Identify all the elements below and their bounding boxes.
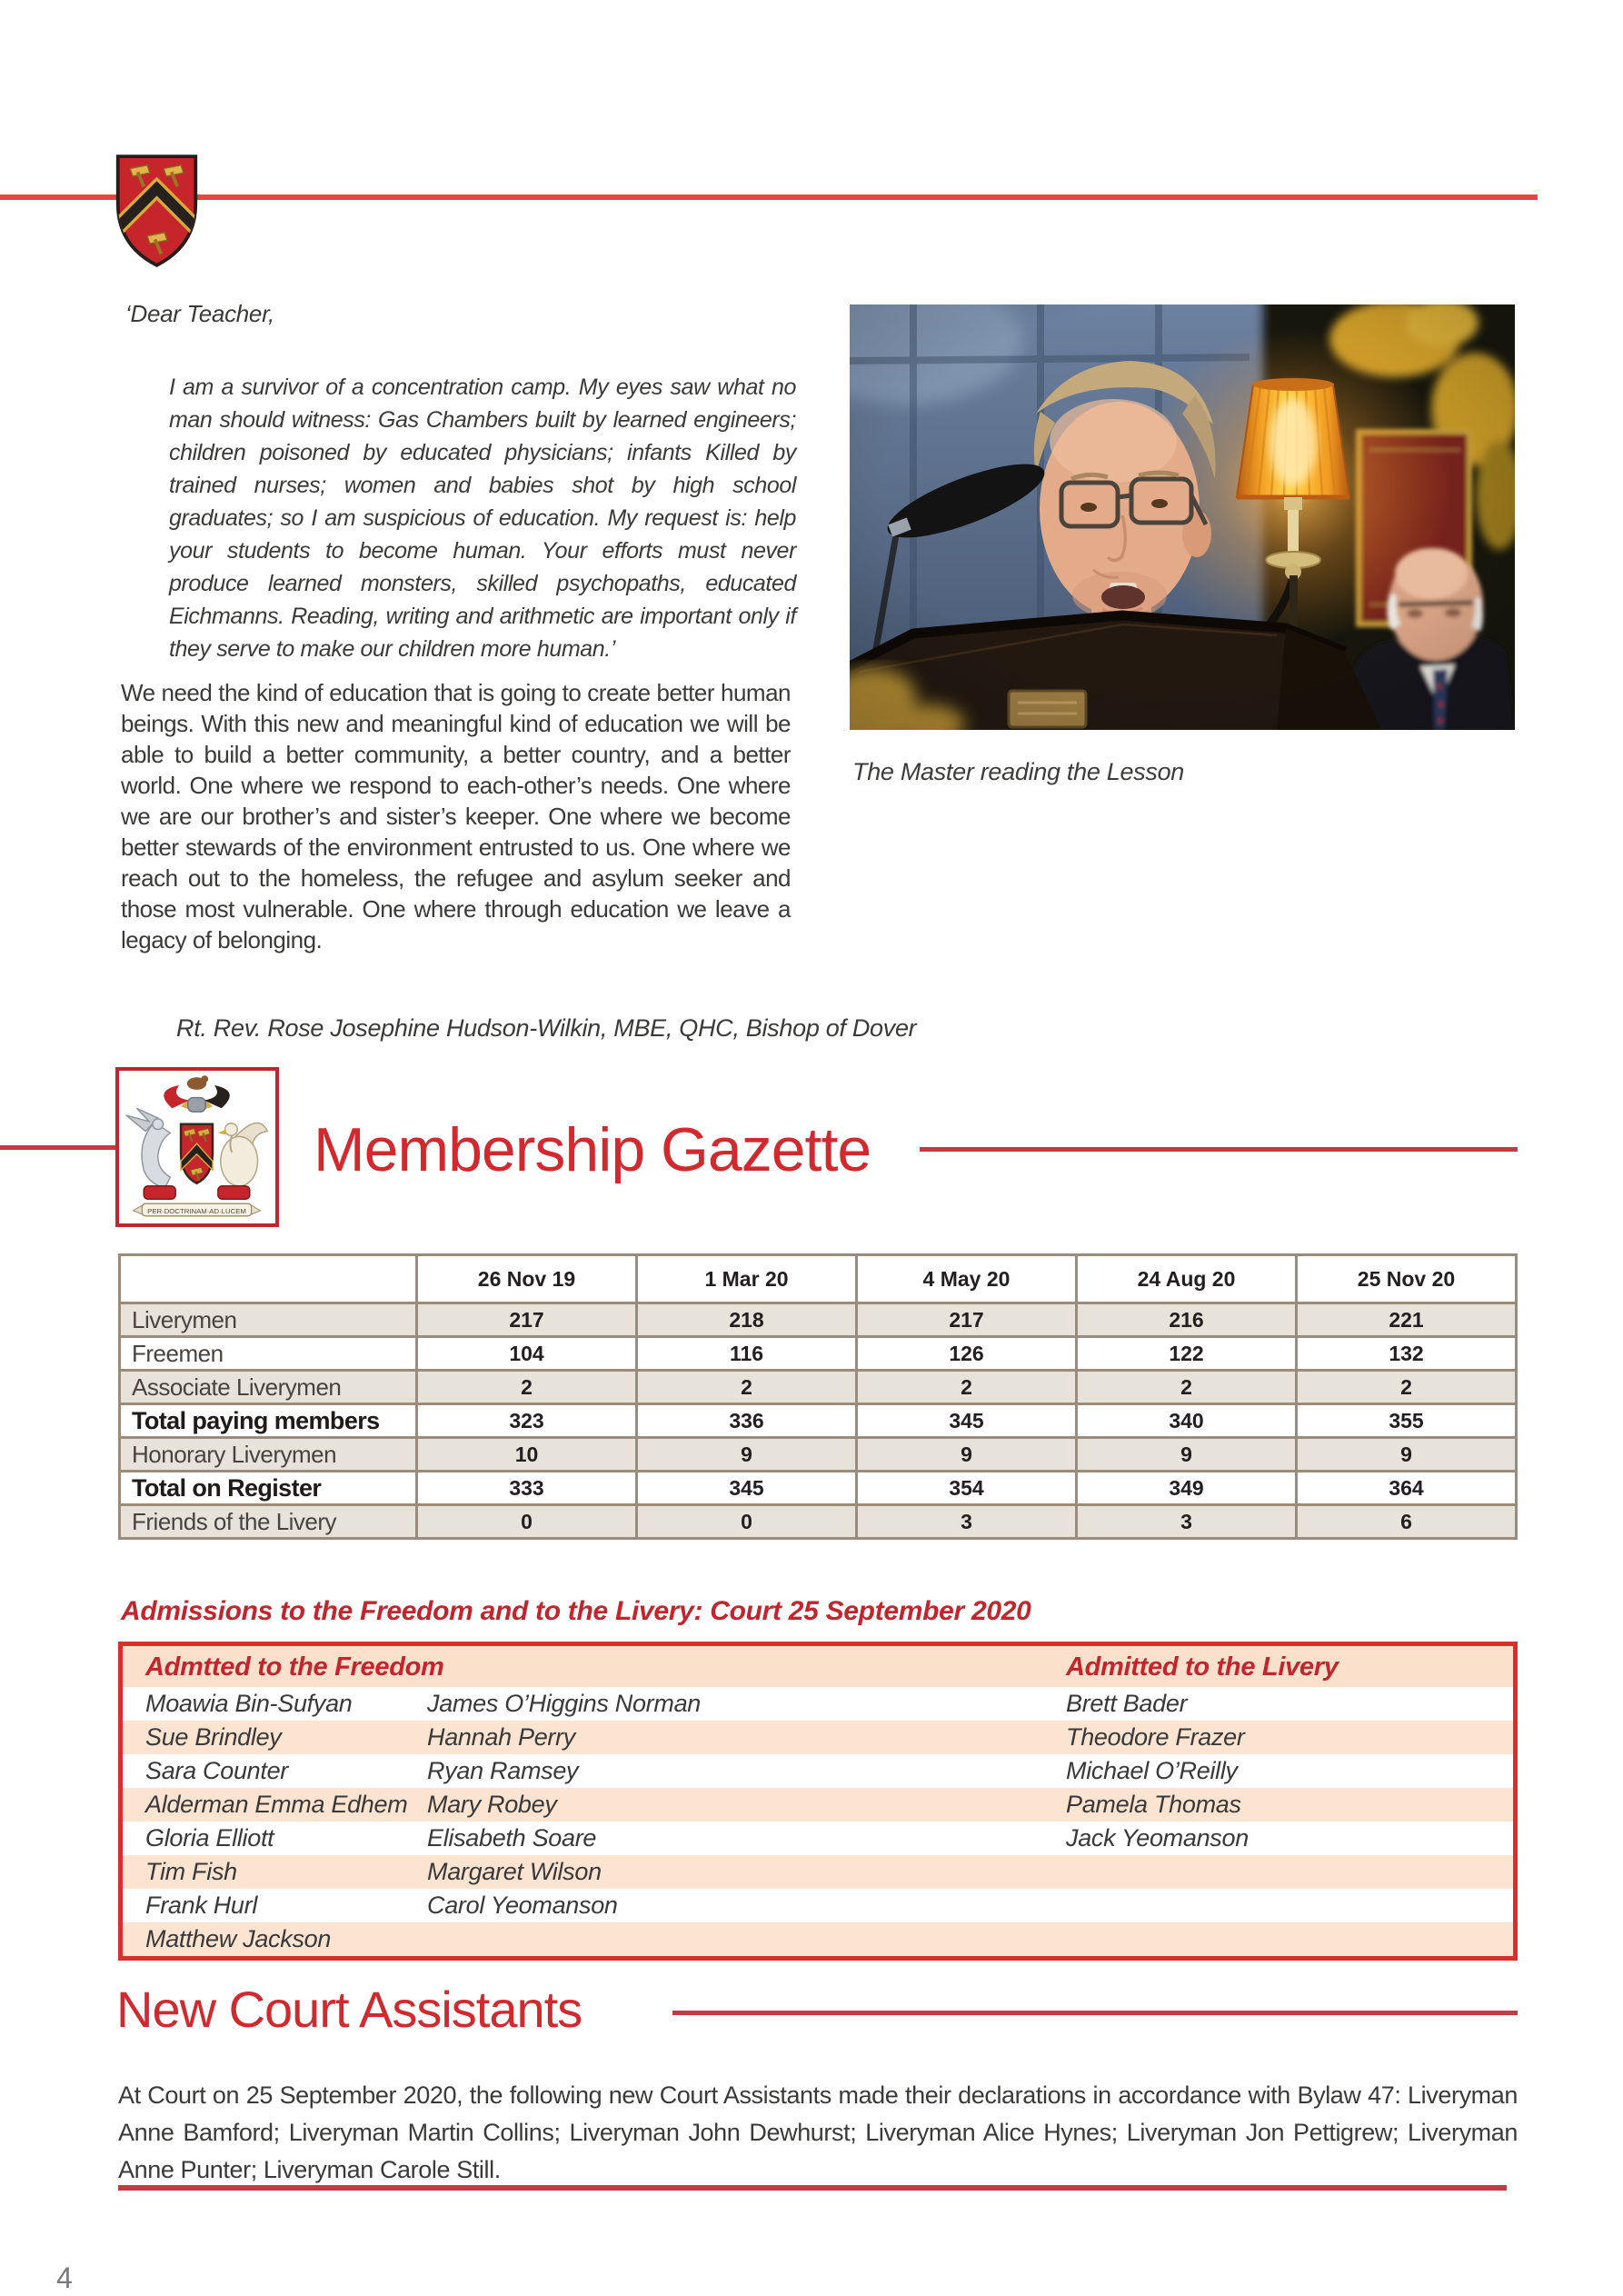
member-count: 323 [417, 1404, 637, 1438]
member-count: 3 [1077, 1505, 1297, 1539]
table-corner-cell [120, 1255, 417, 1303]
member-count: 126 [857, 1337, 1077, 1371]
admissions-box [118, 1642, 1518, 1961]
member-count: 132 [1297, 1337, 1517, 1371]
row-label: Freemen [120, 1337, 417, 1371]
new-court-assistants-heading: New Court Assistants [116, 1981, 582, 2038]
page-number: 4 [56, 2261, 73, 2294]
member-count: 221 [1297, 1303, 1517, 1337]
admitted-name: Carol Yeomanson [427, 1892, 618, 1919]
member-count: 2 [1077, 1371, 1297, 1404]
member-count: 217 [417, 1303, 637, 1337]
admitted-name: Ryan Ramsey [427, 1757, 579, 1784]
admitted-name: Elisabeth Soare [427, 1824, 597, 1852]
photo-caption: The Master reading the Lesson [852, 758, 1185, 785]
row-label: Liverymen [120, 1303, 417, 1337]
letter-salutation: ‘Dear Teacher, [125, 300, 274, 327]
admissions-row [123, 1922, 1513, 1956]
member-count: 354 [857, 1472, 1077, 1505]
row-label: Friends of the Livery [120, 1505, 417, 1539]
admissions-row [123, 1754, 1513, 1788]
freedom-column-header: Admtted to the Freedom [145, 1652, 444, 1682]
gazette-rule-left [0, 1145, 115, 1150]
member-count: 122 [1077, 1337, 1297, 1371]
admitted-name: Moawia Bin-Sufyan [145, 1690, 353, 1717]
table-row [120, 1505, 1517, 1539]
member-count: 0 [637, 1505, 857, 1539]
member-count: 6 [1297, 1505, 1517, 1539]
admissions-row [123, 1889, 1513, 1922]
table-row [120, 1472, 1517, 1505]
member-count: 116 [637, 1337, 857, 1371]
row-label: Total paying members [120, 1404, 417, 1438]
row-label: Associate Liverymen [120, 1371, 417, 1404]
member-count: 355 [1297, 1404, 1517, 1438]
member-count: 345 [637, 1472, 857, 1505]
member-count: 9 [857, 1438, 1077, 1472]
coat-of-arms-icon [119, 1071, 275, 1223]
member-count: 216 [1077, 1303, 1297, 1337]
member-count: 9 [637, 1438, 857, 1472]
admitted-name: Pamela Thomas [1066, 1791, 1241, 1818]
column-header: 26 Nov 19 [417, 1255, 637, 1303]
member-count: 2 [417, 1371, 637, 1404]
gazette-title: Membership Gazette [314, 1115, 871, 1184]
bottom-rule [118, 2185, 1507, 2191]
admitted-name: Hannah Perry [427, 1723, 575, 1751]
member-count: 9 [1077, 1438, 1297, 1472]
member-count: 10 [417, 1438, 637, 1472]
admitted-name: Theodore Frazer [1066, 1723, 1245, 1751]
table-row [120, 1404, 1517, 1438]
member-count: 340 [1077, 1404, 1297, 1438]
top-rule [0, 195, 1538, 200]
row-label: Total on Register [120, 1472, 417, 1505]
row-label: Honorary Liverymen [120, 1438, 417, 1472]
column-header: 1 Mar 20 [637, 1255, 857, 1303]
member-count: 336 [637, 1404, 857, 1438]
member-count: 2 [1297, 1371, 1517, 1404]
member-count: 9 [1297, 1438, 1517, 1472]
letter-attribution: Rt. Rev. Rose Josephine Hudson-Wilkin, MBE, QHC, Bishop of Dover [176, 1014, 917, 1042]
gazette-rule-right [920, 1147, 1518, 1152]
membership-table [118, 1253, 1518, 1540]
member-count: 0 [417, 1505, 637, 1539]
letter-paragraph: We need the kind of education that is going to create better human beings. With this new and meaningful kind of education we will be able to build a better community, a better country, and a better world. One where we respond to each-other’s needs. One where we are our brother’s and sister’s keeper. One where we become better stewards of the environment entrusted to us. One where we reach out to the homeless, the refugee and asylum seeker and those most vulnerable. One where through education we leave a legacy of belonging. [121, 679, 791, 953]
column-header: 24 Aug 20 [1077, 1255, 1297, 1303]
member-count: 333 [417, 1472, 637, 1505]
motto-text: PER·DOCTRINAM·AD·LUCEM [147, 1206, 246, 1215]
coat-of-arms-box [115, 1067, 279, 1227]
membership-table-body [120, 1255, 1517, 1539]
member-count: 2 [857, 1371, 1077, 1404]
member-count: 104 [417, 1337, 637, 1371]
member-count: 218 [637, 1303, 857, 1337]
new-court-assistants-paragraph: At Court on 25 September 2020, the following new Court Assistants made their declarations in accordance with Bylaw 47: Liveryman Anne Bamford; Liveryman Martin Collins; Liveryman John Dewhurst; Liveryman Alice Hynes; Liveryman Jon Pettigrew; Liveryman Anne Punter; Liveryman Carole Still. [118, 2081, 1518, 2183]
admitted-name: Alderman Emma Edhem [145, 1791, 408, 1818]
admissions-rows [123, 1687, 1513, 1956]
admitted-name: Jack Yeomanson [1066, 1824, 1249, 1852]
admitted-name: Gloria Elliott [145, 1824, 274, 1852]
column-header: 25 Nov 20 [1297, 1255, 1517, 1303]
livery-column-header: Admitted to the Livery [1066, 1652, 1339, 1682]
admitted-name: Michael O’Reilly [1066, 1757, 1238, 1784]
photo-scene [850, 304, 1515, 730]
admissions-row [123, 1687, 1513, 1721]
admitted-name: Tim Fish [145, 1858, 237, 1885]
member-count: 217 [857, 1303, 1077, 1337]
admitted-name: James O’Higgins Norman [427, 1690, 701, 1717]
photo-master-reading [850, 304, 1515, 730]
admitted-name: Frank Hurl [145, 1892, 258, 1919]
member-count: 345 [857, 1404, 1077, 1438]
admissions-row [123, 1822, 1513, 1855]
admitted-name: Margaret Wilson [427, 1858, 602, 1885]
shield-icon [114, 153, 200, 269]
admissions-row [123, 1855, 1513, 1889]
company-shield-logo [114, 153, 200, 274]
admissions-row [123, 1721, 1513, 1754]
table-row [120, 1438, 1517, 1472]
member-count: 364 [1297, 1472, 1517, 1505]
new-court-assistants-rule [672, 2011, 1518, 2015]
member-count: 2 [637, 1371, 857, 1404]
admissions-heading: Admissions to the Freedom and to the Livery: Court 25 September 2020 [121, 1596, 1031, 1626]
table-row [120, 1303, 1517, 1337]
table-row [120, 1371, 1517, 1404]
admitted-name: Sara Counter [145, 1757, 288, 1784]
table-row [120, 1337, 1517, 1371]
column-header: 4 May 20 [857, 1255, 1077, 1303]
admitted-name: Mary Robey [427, 1791, 557, 1818]
admitted-name: Matthew Jackson [145, 1925, 332, 1952]
member-count: 3 [857, 1505, 1077, 1539]
letter-quote: I am a survivor of a concentration camp. My eyes saw what no man should witness: Gas Chambers built by learned engineers; children poisoned by educated physicians; infants Killed by trained nurses; women and babies shot by high school graduates; so I am suspicious of education. My request is: help your students to become human. Your efforts must never produce learned monsters, skilled psychopaths, educated Eichmanns. Reading, writing and arithmetic are important only if they serve to make our children more human.’ [169, 374, 796, 662]
admitted-name: Brett Bader [1066, 1690, 1188, 1717]
admissions-header-band [123, 1646, 1513, 1687]
admissions-row [123, 1788, 1513, 1822]
admitted-name: Sue Brindley [145, 1723, 282, 1751]
member-count: 349 [1077, 1472, 1297, 1505]
